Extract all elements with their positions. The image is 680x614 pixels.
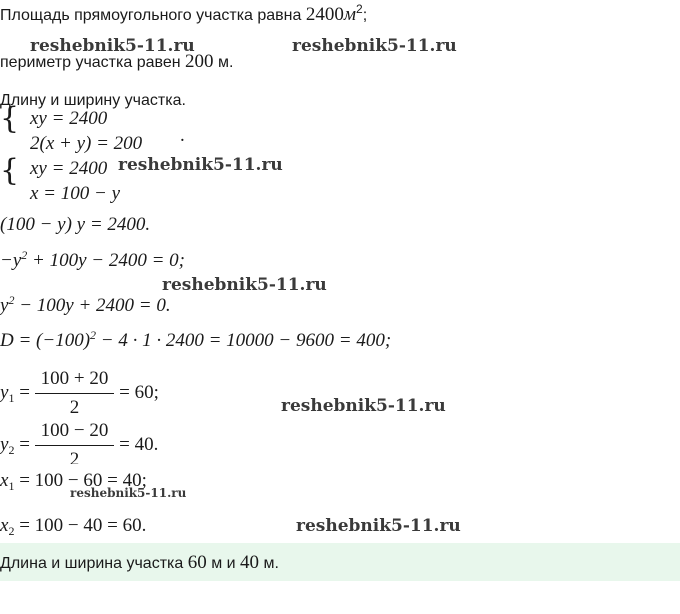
step-quadratic-2	[0, 295, 171, 317]
answer-value-2: 40	[240, 552, 260, 573]
problem-line-1	[0, 4, 367, 26]
y1-var: y	[0, 381, 9, 403]
answer-text-c: м.	[263, 555, 279, 572]
step-quadratic-2-pow: 2	[8, 293, 15, 307]
step-quadratic-2-a: y	[0, 295, 9, 316]
step-discriminant-a: D = (−100)	[0, 330, 91, 351]
system-brace-bottom: {	[0, 153, 20, 188]
step-discriminant-b: − 4 · 1 · 2400 = 10000 − 9600 = 400;	[96, 330, 392, 351]
answer-box	[0, 543, 680, 581]
y2-var: y	[0, 433, 9, 455]
system-eq-3: xy = 2400	[30, 158, 108, 179]
x1-expr: = 100 − 60 = 40;	[19, 470, 147, 491]
watermark: reshebnik5-11.ru	[296, 516, 461, 536]
step-discriminant-pow: 2	[90, 328, 97, 342]
watermark: reshebnik5-11.ru	[118, 155, 283, 175]
x1-sub: 1	[8, 479, 15, 493]
system-eq-4: x = 100 − y	[30, 183, 121, 204]
watermark: reshebnik5-11.ru	[292, 36, 457, 56]
answer-value-1: 60	[187, 552, 207, 573]
y2-sub: 2	[8, 442, 15, 457]
step-y2	[0, 420, 158, 464]
y1-numerator: 100 + 20	[40, 368, 109, 389]
problem-perimeter-value: 200	[185, 51, 214, 72]
watermark: reshebnik5-11.ru	[281, 396, 446, 416]
y1-fraction	[35, 368, 115, 419]
y1-sub: 1	[8, 390, 15, 405]
x2-sub: 2	[8, 524, 15, 538]
y1-result: = 60;	[119, 381, 159, 403]
step-x2	[0, 515, 146, 537]
watermark: reshebnik5-11.ru	[162, 275, 327, 295]
y1-eq-sign: =	[19, 381, 30, 403]
problem-perimeter-text: периметр участка равен	[0, 54, 181, 71]
problem-area-power: 2	[356, 2, 363, 16]
problem-perimeter-unit: м.	[217, 54, 234, 71]
y2-numerator: 100 − 20	[40, 420, 109, 441]
system-eq-1: xy = 2400	[30, 108, 108, 129]
step-quadratic-1-pow: 2	[21, 248, 28, 262]
step-quadratic-1	[0, 250, 185, 272]
task-line: Длину и ширину участка.	[0, 92, 186, 109]
answer-text-b: м и	[211, 555, 236, 572]
step-quadratic-1-a: −y	[0, 250, 22, 271]
step-substitution: (100 − y) y = 2400.	[0, 214, 151, 235]
step-quadratic-1-b: + 100y − 2400 = 0;	[27, 250, 185, 271]
watermark: reshebnik5-11.ru	[70, 486, 187, 500]
x2-expr: = 100 − 40 = 60.	[19, 515, 147, 536]
y2-denominator: 2	[35, 445, 115, 464]
system-eq-2-dot: .	[180, 125, 185, 146]
x1-var: x	[0, 470, 9, 491]
x2-var: x	[0, 515, 9, 536]
answer-text-a: Длина и ширина участка	[0, 555, 184, 572]
step-y1	[0, 368, 159, 419]
y2-result: = 40.	[119, 433, 159, 455]
problem-area-end: ;	[362, 7, 368, 24]
problem-area-value: 2400	[305, 4, 344, 25]
step-discriminant	[0, 330, 391, 352]
system-eq-2: 2(x + y) = 200	[30, 133, 143, 154]
system-brace-top: {	[0, 101, 20, 136]
problem-area-text: Площадь прямоугольного участка равна	[0, 7, 302, 24]
step-quadratic-2-b: − 100y + 2400 = 0.	[14, 295, 171, 316]
y2-eq-sign: =	[19, 433, 30, 455]
y1-denominator: 2	[35, 393, 115, 419]
y2-fraction	[35, 420, 115, 464]
problem-area-unit: м	[343, 4, 357, 25]
answer-line	[0, 552, 279, 574]
watermark: reshebnik5-11.ru	[30, 36, 195, 56]
